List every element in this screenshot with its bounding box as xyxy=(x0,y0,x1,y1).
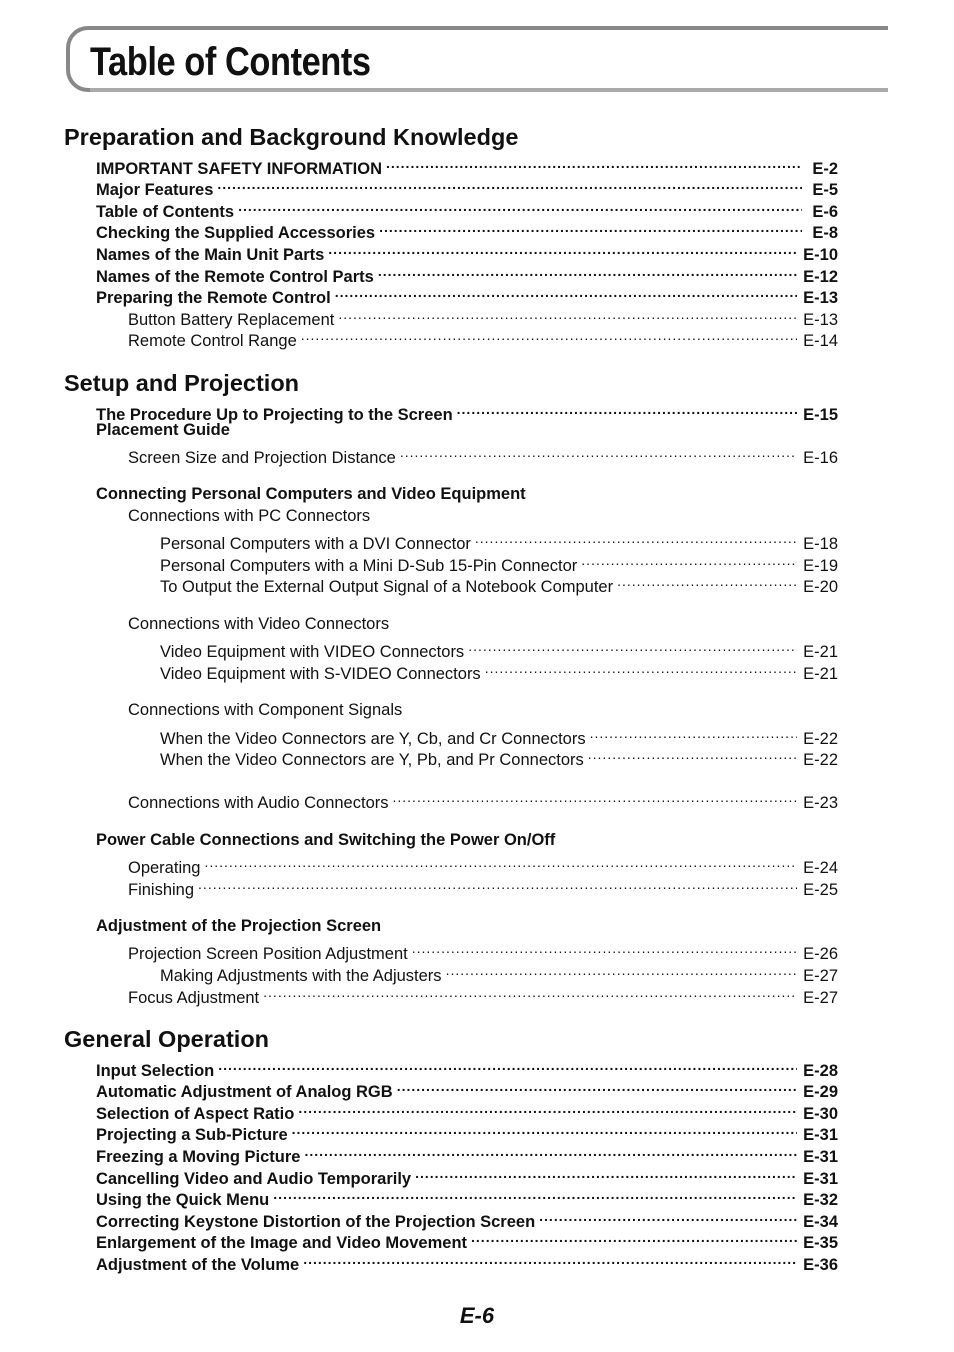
toc-entry[interactable] xyxy=(64,636,838,662)
dot-leader xyxy=(397,1076,797,1098)
dot-leader xyxy=(588,744,797,766)
dot-leader xyxy=(581,549,797,571)
dot-leader xyxy=(539,1205,797,1227)
toc-entry-label: Projecting a Sub-Picture xyxy=(96,1126,288,1145)
dot-leader xyxy=(475,528,797,550)
dot-leader xyxy=(304,1140,797,1162)
dot-leader xyxy=(335,282,797,304)
toc-entry-label: Focus Adjustment xyxy=(128,988,260,1007)
toc-entry-label: Connections with Audio Connectors xyxy=(128,794,389,813)
toc-entry-label: Personal Computers with a Mini D-Sub 15-Pin Connector xyxy=(160,556,578,575)
toc-entry-page: E-22 xyxy=(803,729,838,748)
toc-entry-list xyxy=(64,1054,838,1274)
toc-entry[interactable] xyxy=(64,1054,838,1080)
toc-entry-page: E-27 xyxy=(803,967,838,986)
dot-leader xyxy=(378,260,797,282)
toc-entry-label: Adjustment of the Projection Screen xyxy=(96,917,382,936)
toc-entry-label: Finishing xyxy=(128,880,195,899)
section-heading: Preparation and Background Knowledge xyxy=(64,124,519,150)
dot-leader xyxy=(468,636,797,658)
toc-entry-label: When the Video Connectors are Y, Pb, and Pr Connectors xyxy=(160,751,584,770)
toc-entry-page: E-6 xyxy=(812,202,838,221)
toc-entry-label: Preparing the Remote Control xyxy=(96,289,331,308)
toc-entry-page: E-27 xyxy=(803,988,838,1007)
toc-entry-label: Freezing a Moving Picture xyxy=(96,1147,301,1166)
toc-entry-label: The Procedure Up to Projecting to the Screen xyxy=(96,405,453,424)
toc-entry[interactable] xyxy=(64,787,838,813)
toc-entry-page: E-13 xyxy=(803,289,838,308)
toc-entry-page: E-25 xyxy=(803,880,838,899)
toc-entry-label: Connections with PC Connectors xyxy=(128,506,371,525)
toc-entry[interactable] xyxy=(64,916,838,938)
toc-entry-label: Video Equipment with VIDEO Connectors xyxy=(160,643,465,662)
toc-entry[interactable] xyxy=(64,506,838,528)
toc-section xyxy=(64,122,838,351)
toc-entry-page: E-31 xyxy=(803,1126,838,1145)
toc-entry-label: IMPORTANT SAFETY INFORMATION xyxy=(96,159,382,178)
toc-section xyxy=(64,1024,838,1274)
toc-entry-page: E-28 xyxy=(803,1061,838,1080)
dot-leader xyxy=(301,325,797,347)
toc-entry-page: E-22 xyxy=(803,751,838,770)
toc-entry[interactable] xyxy=(64,484,838,506)
dot-leader xyxy=(292,1119,798,1141)
page-title: Table of Contents xyxy=(90,40,371,84)
dot-leader xyxy=(198,873,797,895)
toc-entry-page: E-21 xyxy=(803,664,838,683)
toc-entry-page: E-18 xyxy=(803,535,838,554)
toc-entry-label: Automatic Adjustment of Analog RGB xyxy=(96,1083,393,1102)
toc-entry-label: Connections with Component Signals xyxy=(128,701,403,720)
toc-entry-page: E-16 xyxy=(803,448,838,467)
toc-entry-label: Button Battery Replacement xyxy=(128,310,335,329)
dot-leader xyxy=(590,722,798,744)
toc-entry-label: Operating xyxy=(128,859,201,878)
toc-entry-label: Placement Guide xyxy=(96,420,230,439)
toc-entry-page: E-31 xyxy=(803,1147,838,1166)
toc-entry-label: Personal Computers with a DVI Connector xyxy=(160,535,471,554)
dot-leader xyxy=(485,657,797,679)
dot-leader xyxy=(204,851,797,873)
toc-entry-label: Connections with Video Connectors xyxy=(128,614,390,633)
dot-leader xyxy=(415,1162,797,1184)
toc-entry-page: E-23 xyxy=(803,794,838,813)
toc-entry-label: Names of the Remote Control Parts xyxy=(96,267,374,286)
toc-entry-page: E-5 xyxy=(812,181,838,200)
toc-entry-page: E-8 xyxy=(812,224,838,243)
toc-entry-label: Input Selection xyxy=(96,1061,215,1080)
toc-entry-label: Connecting Personal Computers and Video Equipment xyxy=(96,485,526,504)
toc-entry-page: E-30 xyxy=(803,1104,838,1123)
dot-leader xyxy=(446,959,798,981)
toc-entry[interactable] xyxy=(64,851,838,878)
toc-entry-label: Major Features xyxy=(96,181,214,200)
toc-entry-label: Making Adjustments with the Adjusters xyxy=(160,967,442,986)
toc-entry-label: When the Video Connectors are Y, Cb, and Cr Connectors xyxy=(160,729,586,748)
toc-entry-page: E-21 xyxy=(803,643,838,662)
toc-section xyxy=(64,368,838,1007)
toc-entry-label: Enlargement of the Image and Video Movement xyxy=(96,1234,468,1253)
toc-entry-label: Power Cable Connections and Switching the Power On/Off xyxy=(96,830,556,849)
toc-entry-page: E-15 xyxy=(803,405,838,424)
toc-entry[interactable] xyxy=(64,938,838,964)
dot-leader xyxy=(386,152,802,174)
toc-entry-label: To Output the External Output Signal of a Notebook Computer xyxy=(160,578,614,597)
dot-leader xyxy=(338,303,797,325)
toc-entry-label: Table of Contents xyxy=(96,202,235,221)
toc-entry-page: E-12 xyxy=(803,267,838,286)
toc-entry-label: Video Equipment with S-VIDEO Connectors xyxy=(160,664,481,683)
toc-entry-list xyxy=(64,398,838,1007)
toc-entry[interactable] xyxy=(64,722,838,748)
dot-leader xyxy=(238,195,802,217)
dot-leader xyxy=(303,1248,797,1270)
page-number: E-6 xyxy=(459,1303,495,1328)
toc-entry-page: E-24 xyxy=(803,859,838,878)
toc-entry-label: Projection Screen Position Adjustment xyxy=(128,945,408,964)
dot-leader xyxy=(617,571,797,593)
toc-entry-label: Screen Size and Projection Distance xyxy=(128,448,396,467)
dot-leader xyxy=(471,1227,797,1249)
toc-entry[interactable] xyxy=(64,614,838,636)
toc-entry-page: E-32 xyxy=(803,1191,838,1210)
toc-entry-list xyxy=(64,152,838,351)
toc-entry-label: Using the Quick Menu xyxy=(96,1191,270,1210)
dot-leader xyxy=(379,217,802,239)
toc-entry-page: E-13 xyxy=(803,310,838,329)
toc-entry[interactable] xyxy=(64,441,838,467)
dot-leader xyxy=(412,938,797,960)
toc-entry-label: Selection of Aspect Ratio xyxy=(96,1104,295,1123)
toc-entry-page: E-36 xyxy=(803,1255,838,1274)
dot-leader xyxy=(298,1097,797,1119)
dot-leader xyxy=(217,174,802,196)
toc-entry[interactable] xyxy=(64,700,838,722)
toc-entry[interactable] xyxy=(64,830,838,852)
toc-entry-page: E-2 xyxy=(812,159,838,178)
section-heading: General Operation xyxy=(64,1026,270,1052)
toc-entry[interactable] xyxy=(64,528,838,554)
toc-entry-label: Cancelling Video and Audio Temporarily xyxy=(96,1169,412,1188)
toc-entry-page: E-29 xyxy=(803,1083,838,1102)
toc-entry-page: E-31 xyxy=(803,1169,838,1188)
dot-leader xyxy=(263,981,797,1003)
toc-entry-page: E-26 xyxy=(803,945,838,964)
toc-entry-page: E-10 xyxy=(803,245,838,264)
dot-leader xyxy=(273,1184,797,1206)
section-heading: Setup and Projection xyxy=(64,370,300,396)
dot-leader xyxy=(457,398,797,420)
toc-entry-label: Adjustment of the Volume xyxy=(96,1255,300,1274)
toc-entry[interactable] xyxy=(64,152,838,178)
dot-leader xyxy=(328,238,797,260)
toc-entry-page: E-20 xyxy=(803,578,838,597)
dot-leader xyxy=(393,787,798,809)
toc-entry-page: E-14 xyxy=(803,332,838,351)
toc-entry-label: Checking the Supplied Accessories xyxy=(96,224,376,243)
toc-entry-page: E-35 xyxy=(803,1234,838,1253)
toc-entry-page: E-19 xyxy=(803,556,838,575)
dot-leader xyxy=(218,1054,797,1076)
toc-entry[interactable] xyxy=(64,398,838,424)
toc-entry-page: E-34 xyxy=(803,1212,838,1231)
toc-entry-label: Correcting Keystone Distortion of the Projection Screen xyxy=(96,1212,536,1231)
toc-entry-label: Names of the Main Unit Parts xyxy=(96,245,325,264)
toc-entry-label: Remote Control Range xyxy=(128,332,297,351)
dot-leader xyxy=(400,441,797,463)
